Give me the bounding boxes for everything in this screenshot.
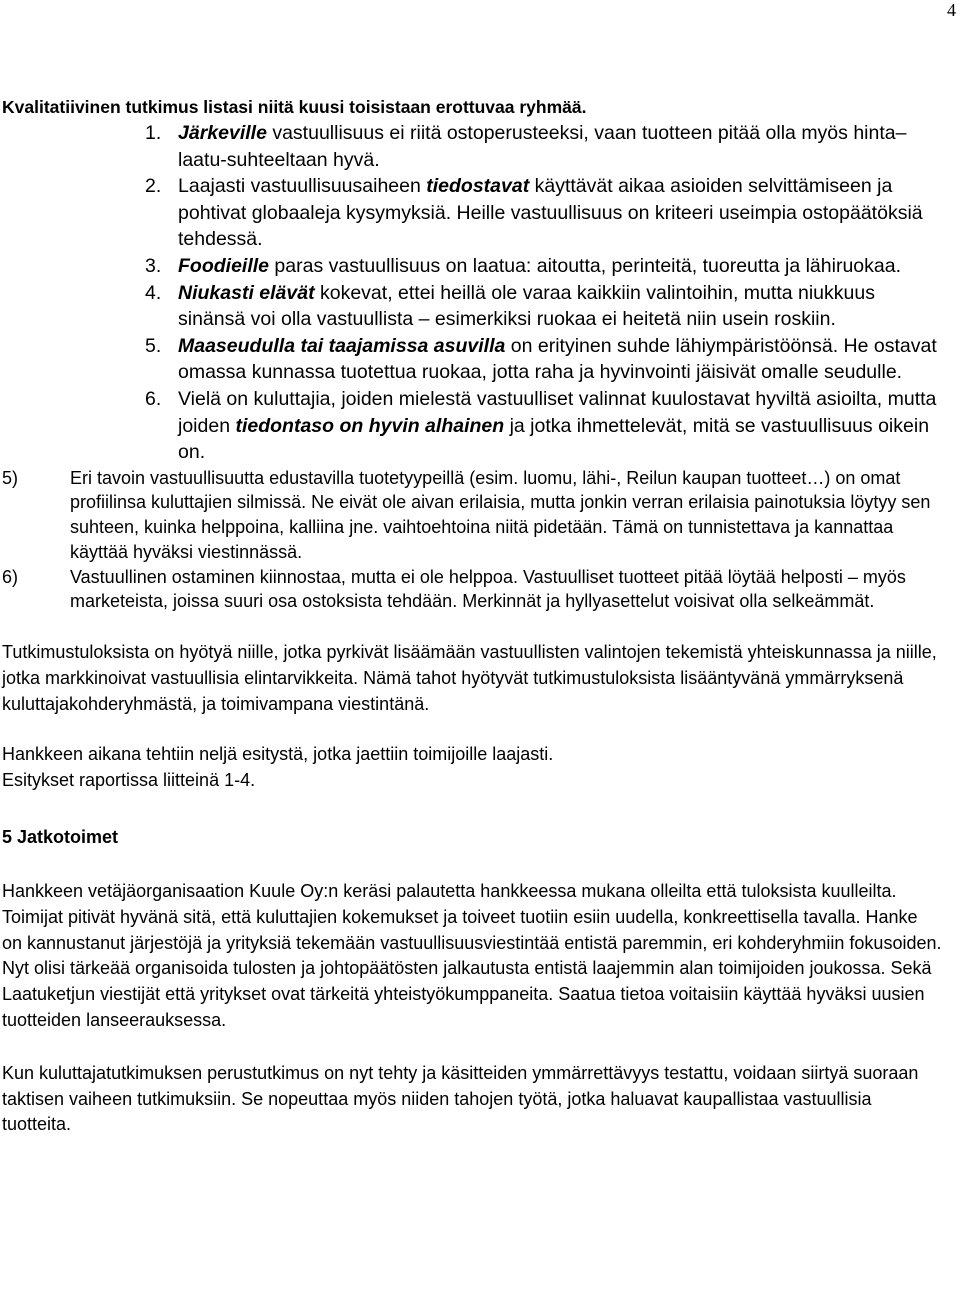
findings-list [2, 466, 942, 614]
group-name: Niukasti elävät [178, 281, 315, 304]
presentations-appendix-line: Esitykset raportissa liitteinä 1-4. [2, 770, 256, 791]
group-description: käyttävät aikaa asioiden selvittämiseen ja pohtivat globaaleja kysymyksiä. Heille vastuullisuus on kriteeri useimpia ostopäätöksiä tehdessä. [178, 175, 923, 251]
document-body [2, 95, 942, 1138]
followup-paragraph: Hankkeen vetäjäorganisaation Kuule Oy:n keräsi palautetta hankkeessa mukana olleilta että tuloksista kuulleilta. Toimijat pitivät hyvänä sitä, että kuluttajien kokemukset ja toiveet tuotiin esiin uudella, konkreettisella tavalla. Hanke on kannustanut järjestöjä ja yrityksiä tekemään vastuullisuusviestintää entistä paremmin, eri kohderyhmiin fokusoiden. Nyt olisi tärkeää organisoida tulosten ja johtopäätösten jalkautusta entistä laajemmin alan toimijoiden joukossa. Sekä Laatuketjun viestijät että yritykset ovat tärkeitä yhteistyökumppaneita. Saatua tietoa voitaisiin käyttää hyväksi uusien tuotteiden lanseerauksessa. [2, 880, 942, 1030]
group-number: 1. [145, 122, 162, 144]
finding-item [2, 466, 942, 565]
presentations-line: Hankkeen aikana tehtiin neljä esitystä, jotka jaettiin toimijoille laajasti. [2, 744, 554, 765]
finding-number: 5) [2, 467, 19, 488]
group-item [145, 386, 942, 466]
group-name: Maaseudulla tai taajamissa asuvilla [178, 334, 506, 357]
group-item [145, 253, 942, 280]
group-description: kokevat, ettei heillä ole varaa kaikkiin valintoihin, mutta niukkuus sinänsä voi olla vastuullista – esimerkiksi ruokaa ei heitetä niin usein roskiin. [178, 281, 875, 331]
group-description: paras vastuullisuus on laatua: aitoutta, perinteitä, tuoreutta ja lähiruokaa. [269, 254, 901, 277]
group-item [145, 173, 942, 253]
group-item [145, 333, 942, 386]
group-item [145, 280, 942, 333]
group-description: on erityinen suhde lähiympäristöönsä. He ostavat omassa kunnassa tuotettua ruokaa, jotta raha ja hyvinvointi jäisivät omalle seudulle. [178, 334, 937, 384]
finding-text: Vastuullinen ostaminen kiinnostaa, mutta ei ole helppoa. Vastuulliset tuotteet pitää löytää helposti – myös marketeista, joissa suuri osa ostoksista tehdään. Merkinnät ja hyllyasettelut voisivat olla selkeämmät. [70, 566, 906, 612]
consumer-groups-list [2, 120, 942, 466]
group-description: vastuullisuus ei riitä ostoperusteeksi, vaan tuotteen pitää olla myös hinta–laatu-suhteeltaan hyvä. [178, 122, 907, 171]
group-item [145, 120, 942, 173]
group-number: 4. [145, 281, 162, 304]
group-name: tiedontaso on hyvin alhainen [235, 414, 505, 437]
group-name: Foodieille [178, 254, 270, 277]
groups-intro: Kvalitatiivinen tutkimus listasi niitä kuusi toisistaan erottuvaa ryhmää. [2, 97, 587, 117]
group-name: Järkeville [178, 122, 267, 144]
group-name: tiedostavat [426, 175, 530, 198]
section-heading: 5 Jatkotoimet [2, 826, 119, 847]
finding-text: Eri tavoin vastuullisuutta edustavilla tuotetyypeillä (esim. luomu, lähi-, Reilun kaupan tuotteet…) on omat profiilinsa kuluttajien silmissä. Ne eivät ole aivan erilaisia, mutta jonkin verran erilaisia painotuksia löytyy sen suhteen, kuinka helppoina, kalliina jne. vaihtoehtoina niitä pidetään. Tämä on tunnistettava ja kannattaa käyttää hyväksi viestinnässä. [70, 467, 931, 562]
group-description-prefix: Vielä on kuluttajia, joiden mielestä vastuulliset valinnat kuulostavat hyviltä asioilta, mutta joiden [178, 387, 937, 437]
group-number: 6. [145, 387, 162, 410]
group-number: 3. [145, 254, 162, 277]
group-description-prefix: Laajasti vastuullisuusaiheen [178, 175, 427, 198]
group-number: 2. [145, 175, 162, 198]
finding-number: 6) [2, 566, 19, 587]
finding-item [2, 565, 942, 614]
benefit-paragraph: Tutkimustuloksista on hyötyä niille, jotka pyrkivät lisäämään vastuullisten valintojen tekemistä yhteiskunnassa ja niille, jotka markkinoivat vastuullisia elintarvikkeita. Nämä tahot hyötyvät tutkimustuloksista lisääntyvänä ymmärryksenä kuluttajakohderyhmästä, ja toimivampana viestintänä. [2, 641, 937, 714]
group-description: ja jotka ihmettelevät, mitä se vastuullisuus oikein on. [178, 414, 930, 464]
page-number: 4 [947, 0, 956, 20]
final-paragraph: Kun kuluttajatutkimuksen perustutkimus on nyt tehty ja käsitteiden ymmärrettävyys testattu, voidaan siirtyä suoraan taktisen vaiheen tutkimuksiin. Se nopeuttaa myös niiden tahojen työtä, jotka haluavat kaupallistaa vastuullisia tuotteita. [2, 1062, 919, 1135]
group-number: 5. [145, 334, 162, 357]
